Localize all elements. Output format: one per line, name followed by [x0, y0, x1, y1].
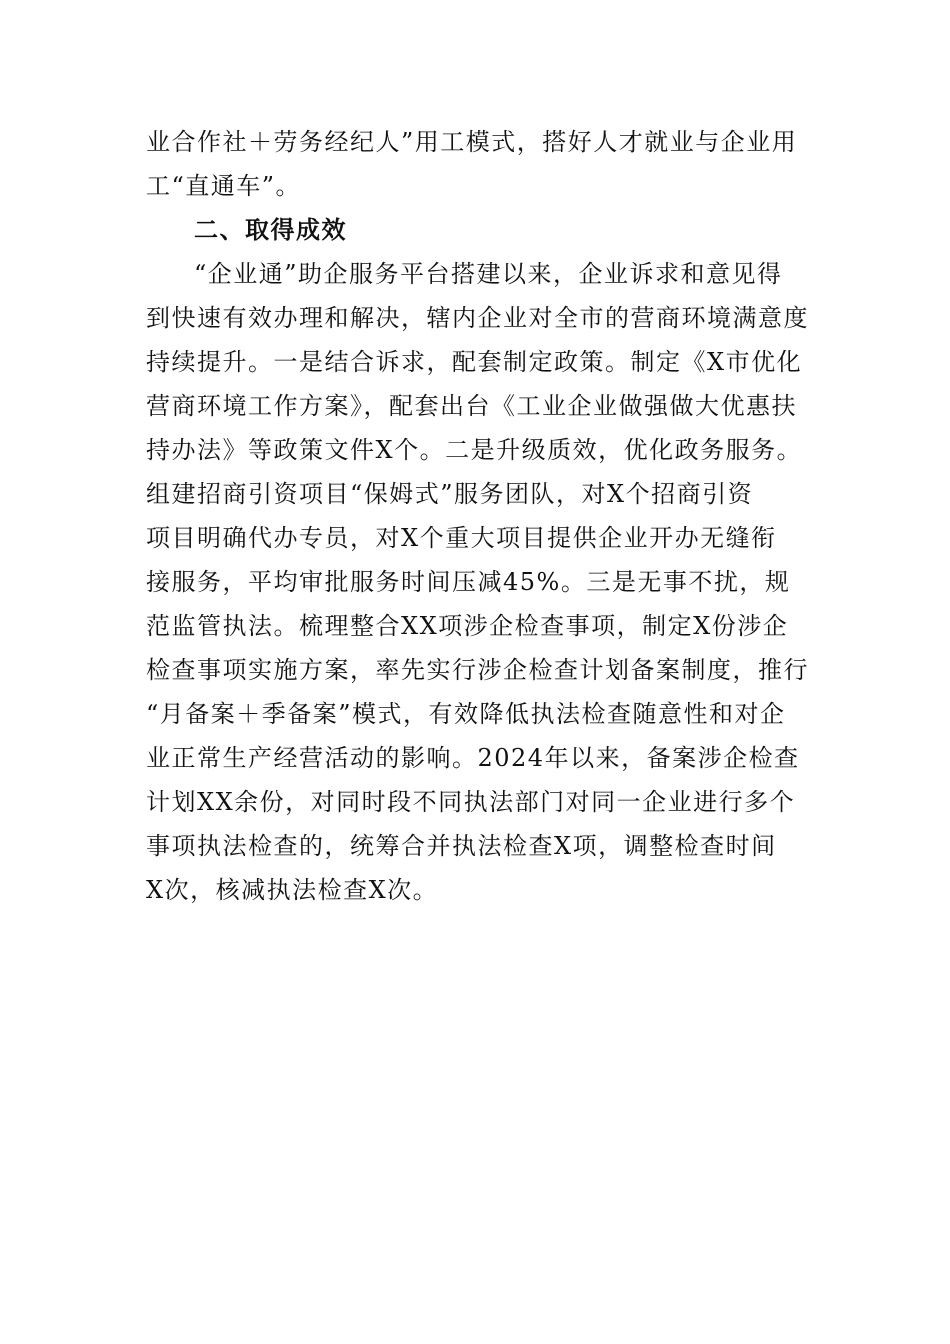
section-heading-text: 二、取得成效	[194, 216, 347, 244]
text-line: 范监管执法。梳理整合XX项涉企检查事项，制定X份涉企	[146, 612, 789, 640]
text-line: “企业通”助企服务平台搭建以来，企业诉求和意见得	[194, 260, 783, 288]
text-line: 接服务，平均审批服务时间压减45%。三是无事不扰，规	[146, 568, 791, 596]
paragraph-results	[146, 252, 816, 912]
paragraph-continuation	[146, 120, 816, 208]
text-line: 持办法》等政策文件X个。二是升级质效，优化政务服务。	[146, 436, 803, 464]
text-line: 组建招商引资项目“保姆式”服务团队，对X个招商引资	[146, 480, 754, 508]
text-line: 持续提升。一是结合诉求，配套制定政策。制定《X市优化	[146, 348, 803, 376]
text-line: 项目明确代办专员，对X个重大项目提供企业开办无缝衔	[146, 524, 777, 552]
text-line: 事项执法检查的，统筹合并执法检查X项，调整检查时间	[146, 832, 777, 860]
document-body	[146, 120, 816, 912]
text-line: 到快速有效办理和解决，辖内企业对全市的营商环境满意度	[146, 304, 809, 332]
text-line: 工“直通车”。	[146, 172, 302, 200]
text-line: 业正常生产经营活动的影响。2024年以来，备案涉企检查	[146, 744, 800, 772]
text-line: 计划XX余份，对同时段不同执法部门对同一企业进行多个	[146, 788, 796, 816]
text-line: X次，核减执法检查X次。	[146, 876, 439, 904]
text-line: 业合作社＋劳务经纪人”用工模式，搭好人才就业与企业用	[146, 128, 798, 156]
section-heading	[146, 208, 816, 252]
text-line: 营商环境工作方案》，配套出台《工业企业做强做大优惠扶	[146, 392, 797, 420]
text-line: “月备案＋季备案”模式，有效降低执法检查随意性和对企	[146, 700, 786, 728]
text-line: 检查事项实施方案，率先实行涉企检查计划备案制度，推行	[146, 656, 809, 684]
